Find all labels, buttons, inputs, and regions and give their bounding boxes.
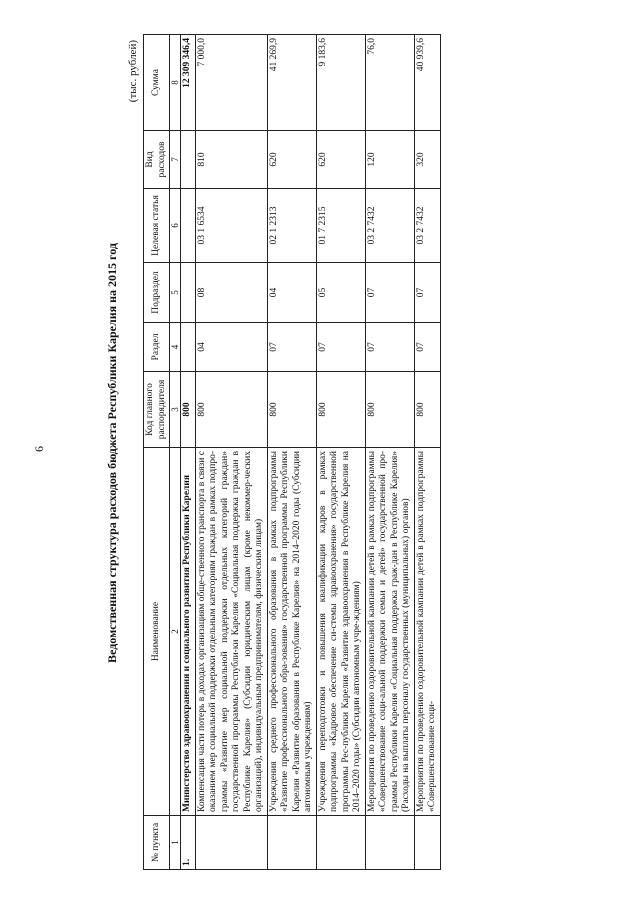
header-cell: Наименование xyxy=(144,448,170,816)
row-number xyxy=(414,816,440,870)
row-expense-type: 320 xyxy=(414,131,440,189)
row-podrazdel: 08 xyxy=(195,263,267,323)
row-target-article: 03 1 6534 xyxy=(195,189,267,263)
row-sum: 40 939,6 xyxy=(414,35,440,131)
column-number: 3 xyxy=(170,372,181,448)
row-sum: 76,0 xyxy=(365,35,414,131)
row-code: 800 xyxy=(267,372,316,448)
page-number: 6 xyxy=(32,446,46,452)
row-number xyxy=(267,816,316,870)
column-number: 4 xyxy=(170,323,181,372)
row-expense-type xyxy=(181,131,196,189)
row-razdel: 07 xyxy=(414,323,440,372)
row-number: 1. xyxy=(181,816,196,870)
document-title: Ведомственная структура расходов бюджета Республики Карелия на 2015 год xyxy=(105,243,119,663)
header-cell: Подраздел xyxy=(144,263,170,323)
row-name: Министерство здравоохранения и социального развития Республики Карелия xyxy=(181,448,196,816)
expenditure-table xyxy=(143,34,441,870)
row-name: Мероприятия по проведению оздоровительной кампании детей в рамках подпрограммы «Совершенствование соци-альной поддержки семьи и детей» государственной про-граммы Республики Карелия «Социальная поддержка граж-дан в Республике Карелия» (Расходы на выплаты персоналу государственных (муниципальных) органов) xyxy=(365,448,414,816)
row-sum: 7 000,0 xyxy=(195,35,267,131)
row-podrazdel: 07 xyxy=(365,263,414,323)
table-row xyxy=(195,35,267,870)
row-name: Компенсация части потерь в доходах организациям обще-ственного транспорта в связи с оказанием мер социальной поддержки отдельным категориям граждан в рамках подпро-граммы «Развитие мер социальной поддержки отдельных категорий граждан» государственной программы Республи-ки Карелия «Социальная поддержка граждан в Республике Карелия» (Субсидии юридическим лицам (кроме некоммер-ческих организаций), индивидуальным предпринимателям, физическим лицам) xyxy=(195,448,267,816)
header-cell: Раздел xyxy=(144,323,170,372)
table-row xyxy=(365,35,414,870)
row-podrazdel xyxy=(181,263,196,323)
row-target-article: 01 7 2315 xyxy=(316,189,365,263)
row-razdel: 07 xyxy=(365,323,414,372)
row-podrazdel: 07 xyxy=(414,263,440,323)
units-label: (тыс. рублей) xyxy=(127,40,139,103)
row-expense-type: 810 xyxy=(195,131,267,189)
row-target-article: 03 2 7432 xyxy=(414,189,440,263)
row-code: 800 xyxy=(316,372,365,448)
row-number xyxy=(365,816,414,870)
header-cell: Код главного распорядителя xyxy=(144,372,170,448)
table-row xyxy=(414,35,440,870)
row-podrazdel: 05 xyxy=(316,263,365,323)
row-sum: 9 183,6 xyxy=(316,35,365,131)
header-cell: Сумма xyxy=(144,35,170,131)
row-code: 800 xyxy=(181,372,196,448)
table-row xyxy=(181,35,196,870)
header-cell: Целевая статья xyxy=(144,189,170,263)
row-name: Учреждения переподготовки и повышения квалификации кадров в рамках подпрограммы «Кадровое обеспечение си-стемы здравоохранения» государственной программы Рес-публики Карелия «Развитие здравоохранения в Республике Карелия на 2014–2020 годы» (Субсидии автономным учре-ждениям) xyxy=(316,448,365,816)
column-number: 5 xyxy=(170,263,181,323)
header-cell: Вид расходов xyxy=(144,131,170,189)
row-name: Мероприятия по проведению оздоровительной кампании детей в рамках подпрограммы «Совершенствование соци- xyxy=(414,448,440,816)
column-number: 7 xyxy=(170,131,181,189)
row-sum: 41 269,9 xyxy=(267,35,316,131)
row-number xyxy=(316,816,365,870)
column-number: 6 xyxy=(170,189,181,263)
row-expense-type: 620 xyxy=(267,131,316,189)
row-target-article xyxy=(181,189,196,263)
row-sum: 12 309 346,4 xyxy=(181,35,196,131)
row-code: 800 xyxy=(365,372,414,448)
row-name: Учреждения среднего профессионального образования в рамках подпрограммы «Развитие профессионального обра-зования» государственной программы Республики Карелия «Развитие образования в Республике Карелия» на 2014–2020 годы (Субсидии автономным учреждениям) xyxy=(267,448,316,816)
row-code: 800 xyxy=(414,372,440,448)
row-expense-type: 120 xyxy=(365,131,414,189)
table-row xyxy=(267,35,316,870)
row-razdel: 07 xyxy=(316,323,365,372)
row-razdel xyxy=(181,323,196,372)
row-razdel: 04 xyxy=(195,323,267,372)
column-number-row xyxy=(170,35,181,870)
row-code: 800 xyxy=(195,372,267,448)
column-number: 2 xyxy=(170,448,181,816)
row-podrazdel: 04 xyxy=(267,263,316,323)
column-number: 1 xyxy=(170,816,181,870)
header-cell: № пункта xyxy=(144,816,170,870)
row-expense-type: 620 xyxy=(316,131,365,189)
row-razdel: 07 xyxy=(267,323,316,372)
row-target-article: 03 2 7432 xyxy=(365,189,414,263)
row-number xyxy=(195,816,267,870)
row-target-article: 02 1 2313 xyxy=(267,189,316,263)
rotated-page xyxy=(105,18,575,888)
column-number: 8 xyxy=(170,35,181,131)
header-row xyxy=(144,35,170,870)
table-row xyxy=(316,35,365,870)
